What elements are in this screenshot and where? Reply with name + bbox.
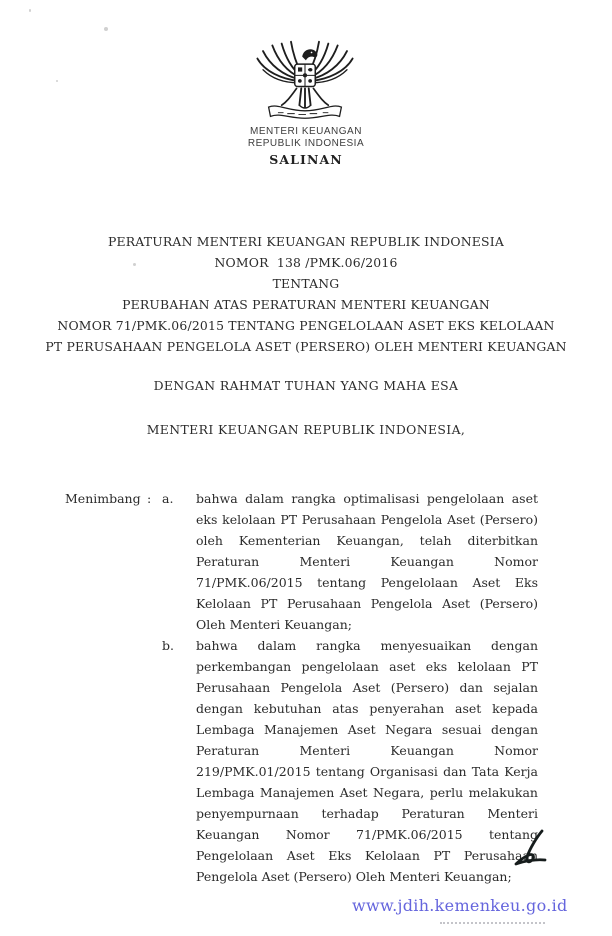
subject-line-3: PT PERUSAHAAN PENGELOLA ASET (PERSERO) OLEH MENTERI KEUANGAN [45,339,567,354]
item-marker-a: a. [162,491,174,506]
item-text-a: bahwa dalam rangka optimalisasi pengelolaan aset eks kelolaan PT Perusahaan Pengelola Aset (Persero) oleh Kementerian Keuangan, telah diterbitkan Peraturan Menteri Keuangan Nomor 71/PMK.06/2015 tentang Pengelolaan Aset Eks Kelolaan PT Perusahaan Pengelola Aset (Persero) Oleh Menteri Keuangan; [196,491,538,632]
spacer [65,635,147,887]
scan-artifact [29,9,31,12]
salinan-stamp: SALINAN [269,152,343,167]
authority-line: MENTERI KEUANGAN REPUBLIK INDONESIA, [146,422,466,437]
handwritten-initial-icon [512,828,550,870]
item-text-b: bahwa dalam rangka menyesuaikan dengan perkembangan pengelolaan aset eks kelolaan PT Perusahaan Pengelola Aset (Persero) dan sejalan dengan kebutuhan atas penyerahan aset kepada Lembaga Manajemen Aset Negara sesuai dengan Peraturan Menteri Keuangan Nomor 219/PMK.01/2015 tentang Organisasi dan Tata Kerja Lembaga Manajemen Aset Negara, perlu melakukan penyempurnaan terhadap Peraturan Menteri Keuangan Nomor 71/PMK.06/2015 tentang Pengelolaan Aset Eks Kelolaan PT Perusahaan Pengelola Aset (Persero) Oleh Menteri Keuangan; [196,638,538,884]
ministry-line-1: MENTERI KEUANGAN [250,126,362,137]
considering-label: Menimbang [65,491,141,506]
subject-line-1: PERUBAHAN ATAS PERATURAN MENTERI KEUANGAN [122,297,490,312]
subject-line-2: NOMOR 71/PMK.06/2015 TENTANG PENGELOLAAN ASET EKS KELOLAAN [57,318,555,333]
footer-url: www.jdih.kemenkeu.go.id [352,896,568,915]
scan-artifact [440,922,545,924]
tentang-label: TENTANG [272,276,340,291]
letterhead-ministry [0,126,612,149]
ministry-line-2: REPUBLIK INDONESIA [247,137,365,149]
spacer [147,635,162,887]
considering-colon: : [147,491,152,506]
scan-artifact [56,80,58,82]
considering-section [65,488,538,887]
regulation-title-block [36,231,576,357]
invocation-line: DENGAN RAHMAT TUHAN YANG MAHA ESA [153,378,459,393]
garuda-emblem-icon [249,38,361,122]
scan-artifact [104,27,108,31]
regulation-number-line: NOMOR 138 /PMK.06/2016 [214,255,398,270]
scan-artifact [133,263,136,266]
item-marker-b: b. [162,638,174,653]
regulation-title-line: PERATURAN MENTERI KEUANGAN REPUBLIK INDONESIA [108,234,504,249]
